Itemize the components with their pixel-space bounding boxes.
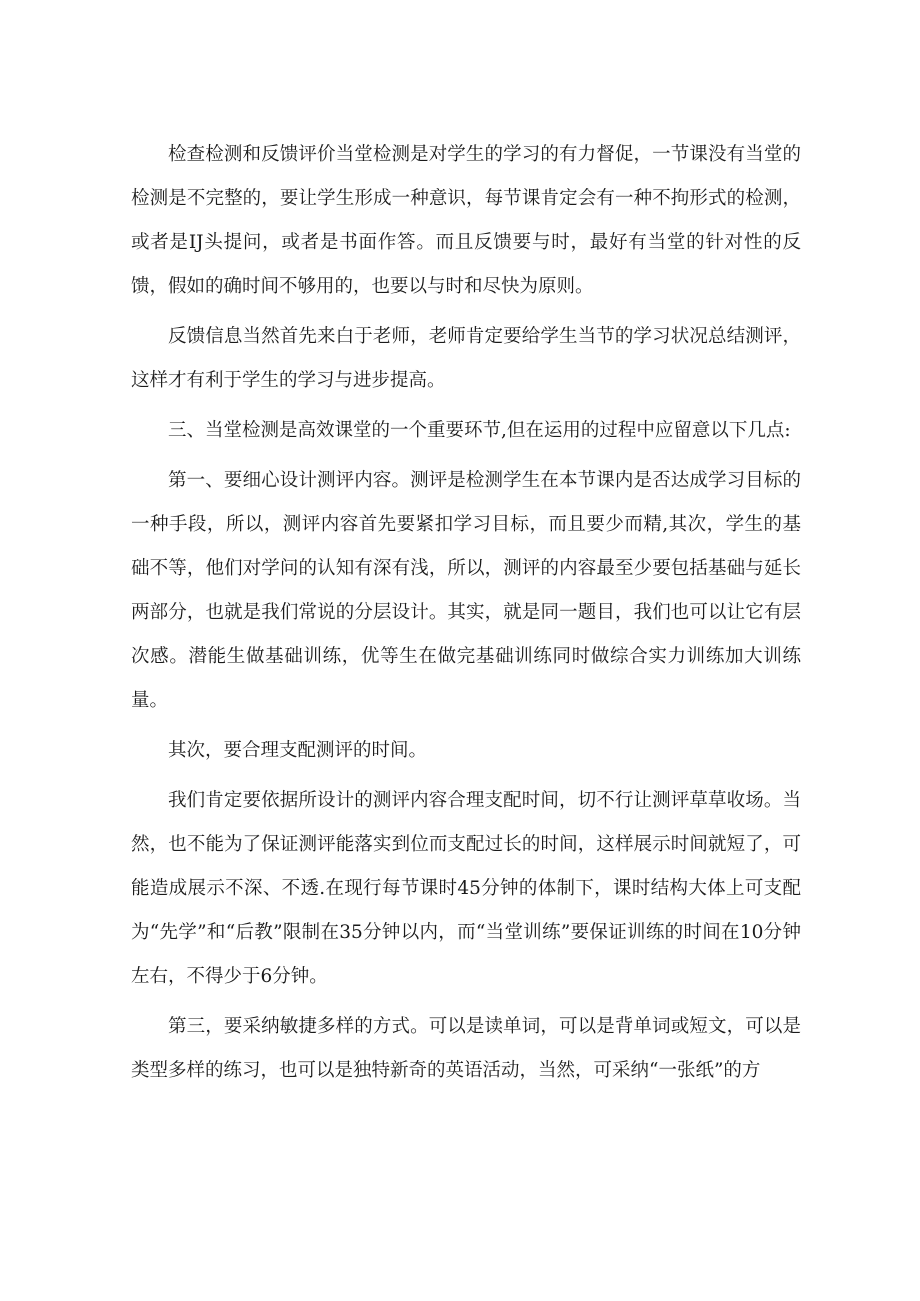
paragraph-point-three: 第三，要采纳敏捷多样的方式。可以是读单词，可以是背单词或短文，可以是类型多样的练习，也可以是独特新奇的英语活动，当然，可采纳“一张纸”的方 <box>131 1016 801 1081</box>
paragraph-section-three: 三、当堂检测是高效课堂的一个重要环节,但在运用的过程中应留意以下几点: <box>168 420 791 441</box>
paragraph-feedback-evaluation: 检查检测和反馈评价当堂检测是对学生的学习的有力督促，一节课没有当堂的检测是不完整的，要让学生形成一种意识，每节课肯定会有一种不拘形式的检测，或者是IJ头提问，或者是书面作答。而且反馈要与时，最好有当堂的针对性的反馈，假如的确时间不够用的，也要以与时和尽快为原则。 <box>131 144 801 297</box>
document-body <box>131 133 801 1099</box>
paragraph-point-one: 第一、要细心设计测评内容。测评是检测学生在本节课内是否达成学习目标的一种手段，所以，测评内容首先要紧扣学习目标，而且要少而精,其次，学生的基础不等，他们对学问的认知有深有浅，所以，测评的内容最至少要包括基础与延长两部分，也就是我们常说的分层设计。其实，就是同一题目，我们也可以让它有层次感。潜能生做基础训练，优等生在做完基础训练同时做综合实力训练加大训练量。 <box>131 470 801 711</box>
paragraph-feedback-source: 反馈信息当然首先来白于老师，老师肯定要给学生当节的学习状况总结测评，这样才有利于学生的学习与进步提高。 <box>131 326 801 391</box>
paragraph-point-two-heading: 其次，要合理支配测评的时间。 <box>168 740 428 761</box>
paragraph-point-two-body: 我们肯定要依据所设计的测评内容合理支配时间，切不行让测评草草收场。当然，也不能为了保证测评能落实到位而支配过长的时间，这样展示时间就短了，可能造成展示不深、不透.在现行每节课时45分钟的体制下，课时结构大体上可支配为“先学”和“后教”限制在35分钟以内，而“当堂训练”要保证训练的时间在10分钟左右，不得少于6分钟。 <box>131 790 801 987</box>
